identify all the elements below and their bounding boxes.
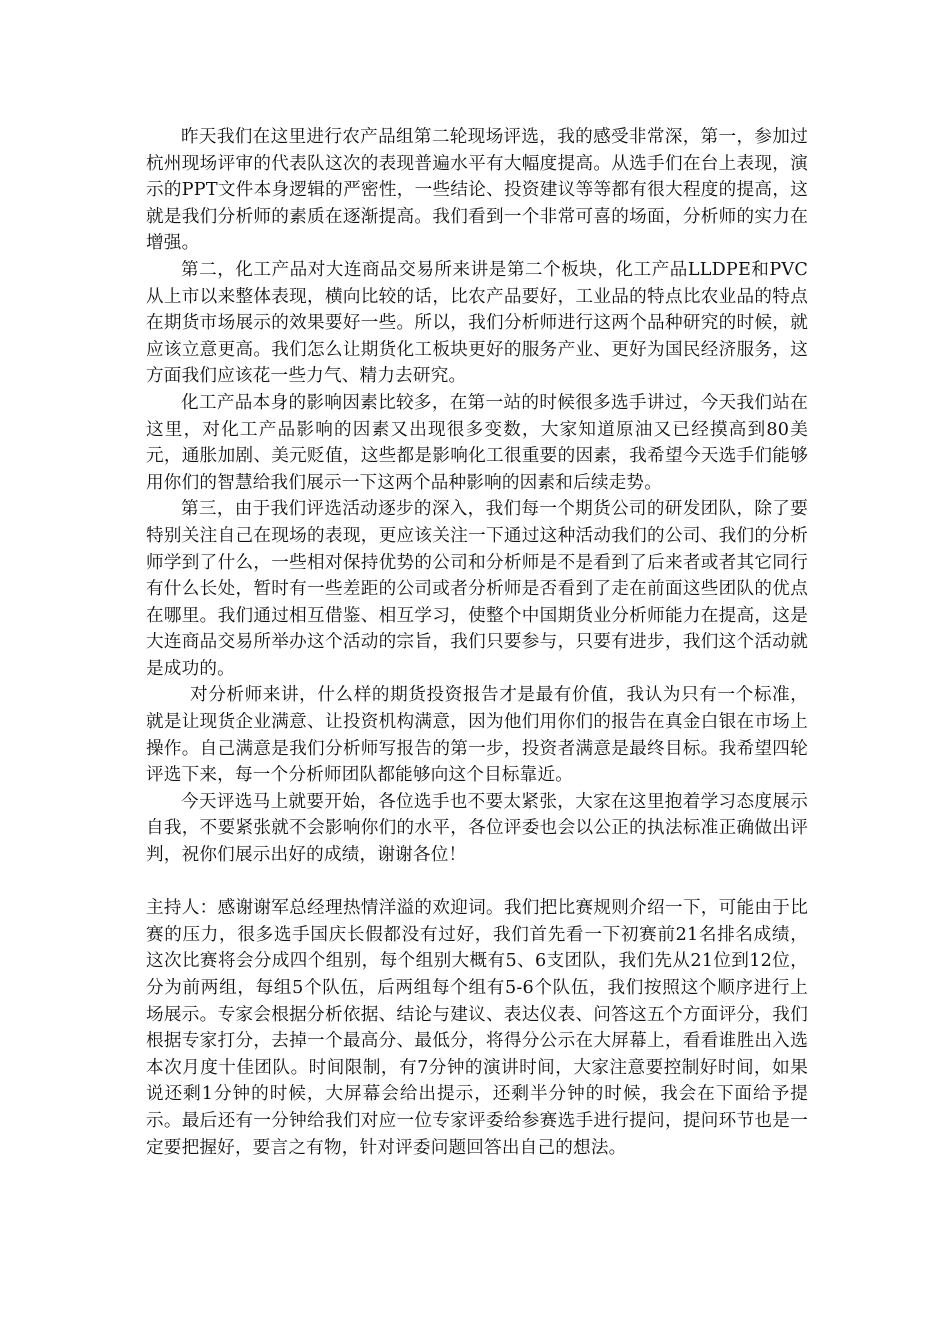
paragraph-influencing-factors: 化工产品本身的影响因素比较多，在第一站的时候很多选手讲过，今天我们站在这里，对化工产品影响的因素又出现很多变数，大家知道原油又已经摸高到80美元，通胀加剧、美元贬值，这些都是影响化工很重要的因素，我希望今天选手们能够用你们的智慧给我们展示一下这两个品种影响的因素和后续走势。 — [146, 392, 808, 493]
paragraph-host-rules: 主持人：感谢谢军总经理热情洋溢的欢迎词。我们把比赛规则介绍一下，可能由于比赛的压力，很多选手国庆长假都没有过好，我们首先看一下初赛前21名排名成绩，这次比赛将会分成四个组别，每个组别大概有5、6支团队，我们先从21位到12位，分为前两组，每组5个队伍，后两组每个组有5-6个队伍，我们按照这个顺序进行上场展示。专家会根据分析依据、结论与建议、表达仪表、问答这五个方面评分，我们根据专家打分，去掉一个最高分、最低分，将得分公示在大屏幕上，看看谁胜出入选本次月度十佳团队。时间限制，有7分钟的演讲时间，大家注意要控制好时间，如果说还剩1分钟的时候，大屏幕会给出提示，还剩半分钟的时候，我会在下面给予提示。最后还有一分钟给我们对应一位专家评委给参赛选手进行提问，提问环节也是一定要把握好，要言之有物，针对评委问题回答出自己的想法。 — [146, 898, 808, 1158]
paragraph-report-value: 对分析师来讲，什么样的期货投资报告才是最有价值，我认为只有一个标准，就是让现货企业满意、让投资机构满意，因为他们用你们的报告在真金白银在市场上操作。自己满意是我们分析师写报告的第一步，投资者满意是最终目标。我希望四轮评选下来，每一个分析师团队都能够向这个目标靠近。 — [146, 685, 808, 786]
paragraph-chemical-products: 第二，化工产品对大连商品交易所来讲是第二个板块，化工产品LLDPE和PVC从上市以来整体表现，横向比较的话，比农产品要好，工业品的特点比农业品的特点在期货市场展示的效果要好一些。所以，我们分析师进行这两个品种研究的时候，就应该立意更高。我们怎么让期货化工板块更好的服务产业、更好为国民经济服务，这方面我们应该花一些力气、精力去研究。 — [146, 259, 808, 387]
document-body — [146, 124, 808, 1161]
paragraph-closing-remarks: 今天评选马上就要开始，各位选手也不要太紧张，大家在这里抱着学习态度展示自我，不要紧张就不会影响你们的水平，各位评委也会以公正的执法标准正确做出评判，祝你们展示出好的成绩，谢谢各位！ — [146, 791, 808, 866]
paragraph-third-point: 第三，由于我们评选活动逐步的深入，我们每一个期货公司的研发团队，除了要特别关注自己在现场的表现，更应该关注一下通过这种活动我们的公司、我们的分析师学到了什么，一些相对保持优势的公司和分析师是不是看到了后来者或者其它同行有什么长处，暂时有一些差距的公司或者分析师是否看到了走在前面这些团队的优点在哪里。我们通过相互借鉴、相互学习，使整个中国期货业分析师能力在提高，这是大连商品交易所举办这个活动的宗旨，我们只要参与，只要有进步，我们这个活动就是成功的。 — [146, 499, 808, 679]
paragraph-first-impressions: 昨天我们在这里进行农产品组第二轮现场评选，我的感受非常深，第一，参加过杭州现场评审的代表队这次的表现普遍水平有大幅度提高。从选手们在台上表现，演示的PPT文件本身逻辑的严密性，一些结论、投资建议等等都有很大程度的提高，这就是我们分析师的素质在逐渐提高。我们看到一个非常可喜的场面，分析师的实力在增强。 — [146, 127, 808, 254]
